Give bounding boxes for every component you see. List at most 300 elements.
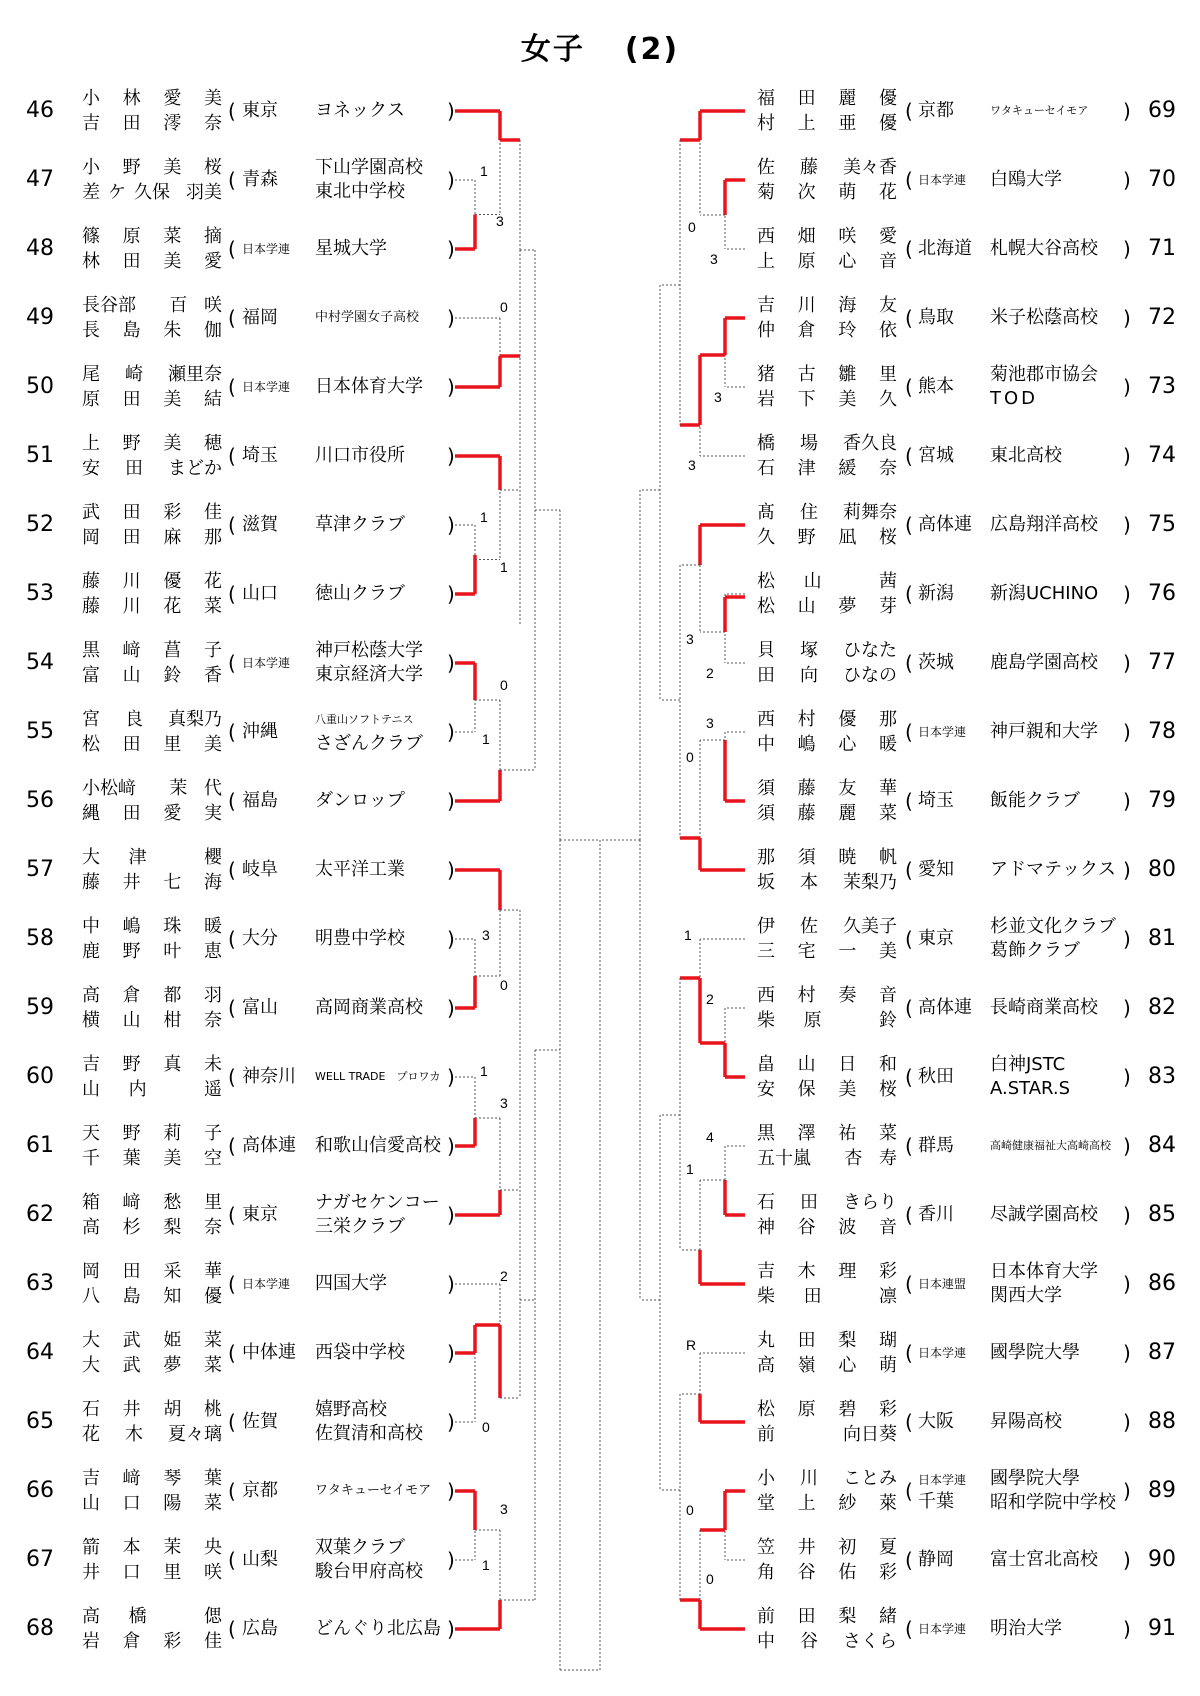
close-paren: )	[1123, 1203, 1131, 1227]
close-paren: )	[1123, 1479, 1131, 1503]
name-char: 本	[122, 1537, 141, 1558]
name-char: 坂	[757, 872, 775, 893]
name-char: 岩	[757, 389, 775, 410]
score-label: 4	[706, 1129, 714, 1145]
seed-number: 84	[1148, 1133, 1176, 1158]
name-char: 胡	[163, 1399, 182, 1420]
name-char: 川	[122, 571, 141, 592]
seed-number: 91	[1148, 1616, 1176, 1641]
name-char: 岡	[82, 527, 100, 548]
name-char: 夢	[163, 1355, 182, 1376]
seed-number: 77	[1148, 650, 1176, 675]
score-label: 2	[706, 991, 714, 1007]
name-char: 田	[800, 1192, 818, 1213]
name-char: 松	[757, 571, 775, 592]
name-char: 西	[757, 226, 775, 247]
club-name: 鹿島学園高校	[990, 652, 1098, 673]
entry-72	[0, 288, 1200, 348]
name-char: 美	[163, 389, 182, 410]
player-names	[757, 1397, 897, 1447]
seed-number: 69	[1148, 98, 1176, 123]
name-char: 初	[838, 1537, 857, 1558]
player-2	[757, 387, 897, 412]
name-char: 田	[122, 527, 141, 548]
club-name: さざんクラブ	[315, 733, 423, 754]
name-char: 内	[128, 1079, 147, 1100]
close-paren: )	[1123, 996, 1131, 1020]
score-label: 3	[710, 251, 718, 267]
name-char: ケ	[108, 182, 126, 203]
entry-77	[0, 633, 1200, 693]
name-char: 葉	[122, 1148, 141, 1169]
score-label: 3	[482, 927, 490, 943]
open-paren: (	[905, 1617, 913, 1641]
close-paren: )	[447, 858, 455, 882]
player-names	[757, 983, 897, 1033]
player-names	[757, 914, 897, 964]
club-names	[990, 1047, 1070, 1107]
seed-number: 52	[26, 512, 54, 537]
name-char: 里	[878, 364, 897, 385]
close-paren: )	[447, 444, 455, 468]
name-char: 花	[163, 596, 182, 617]
name-char: 麗	[838, 803, 857, 824]
score-label: 3	[688, 457, 696, 473]
seed-number: 61	[26, 1133, 54, 1158]
seed-number: 60	[26, 1064, 54, 1089]
name-char: 美	[163, 433, 182, 454]
prefecture: 富山	[242, 997, 278, 1018]
name-char: 武	[122, 1330, 141, 1351]
prefecture-line: 日本学連	[918, 1473, 967, 1487]
player-1	[757, 914, 897, 939]
name-char: 木	[125, 1424, 143, 1445]
prefecture: 東京	[918, 928, 954, 949]
prefecture: 佐賀	[242, 1411, 278, 1432]
name-char: 日	[838, 1054, 857, 1075]
close-paren: )	[1123, 1272, 1131, 1296]
club-name: ワタキューセイモア	[990, 104, 1089, 117]
player-2	[757, 318, 897, 343]
score-label: 0	[688, 219, 696, 235]
entry-78	[0, 702, 1200, 762]
name-char: 小	[82, 88, 100, 109]
player-2	[757, 1422, 897, 1447]
name-char: 笠	[757, 1537, 775, 1558]
name-char: 菜	[203, 1330, 222, 1351]
prefecture: 高体連	[242, 1135, 296, 1156]
name-char: 羽	[203, 985, 222, 1006]
name-char: 黒	[82, 640, 100, 661]
name-char: 夢	[838, 596, 857, 617]
club-name: 神戸松蔭大学	[315, 640, 423, 661]
entry-83	[0, 1047, 1200, 1107]
name-char: 柴	[757, 1286, 775, 1307]
name-char: 畑	[797, 226, 816, 247]
score-label: 1	[480, 509, 488, 525]
club-name: 白鴎大学	[990, 169, 1062, 190]
prefecture: 日本学連	[918, 725, 967, 739]
name-char: 野	[797, 527, 816, 548]
name-char: 前	[757, 1606, 775, 1627]
player-2	[757, 1491, 897, 1516]
name-char: 美	[203, 734, 222, 755]
name-char: 摘	[203, 226, 222, 247]
close-paren: )	[447, 1341, 455, 1365]
name-char: 須	[757, 803, 775, 824]
club-name: ダンロップ	[315, 790, 405, 811]
score-label: 3	[500, 1095, 508, 1111]
name-char: 下	[797, 389, 816, 410]
name-char: さくら	[843, 1631, 897, 1652]
club-name: 双葉クラブ	[315, 1537, 405, 1558]
name-char: 岡	[82, 1261, 100, 1282]
score-label: R	[686, 1337, 697, 1353]
name-char: 海	[838, 295, 857, 316]
club-name: どんぐり北広島	[315, 1618, 441, 1639]
name-char: 華	[878, 778, 897, 799]
name-char: 住	[800, 502, 818, 523]
name-char: 前	[757, 1424, 775, 1445]
name-char: 桜	[203, 157, 222, 178]
name-char: 美々香	[843, 157, 897, 178]
name-char: 野	[122, 941, 141, 962]
name-char: 采	[163, 1261, 182, 1282]
prefecture: 東京	[242, 100, 278, 121]
club-names	[990, 1530, 1098, 1590]
name-char: ことみ	[843, 1468, 897, 1489]
name-char: 畠	[757, 1054, 775, 1075]
name-char: 林	[122, 88, 141, 109]
prefecture: 日本学連	[918, 1346, 967, 1360]
club-name: 佐賀清和高校	[315, 1423, 423, 1444]
name-char: 谷	[797, 1217, 816, 1238]
club-name: 四国大学	[315, 1273, 387, 1294]
open-paren: (	[905, 1065, 913, 1089]
name-char: 羽美	[186, 182, 222, 203]
name-char: 田	[122, 113, 141, 134]
entry-79	[0, 771, 1200, 831]
name-char: 麗	[838, 88, 857, 109]
name-char: 原	[797, 1399, 816, 1420]
player-1	[757, 569, 897, 594]
prefecture: 群馬	[918, 1135, 954, 1156]
seed-number: 66	[26, 1478, 54, 1503]
close-paren: )	[447, 306, 455, 330]
name-char: 八	[82, 1286, 100, 1307]
prefecture: 高体連	[918, 997, 972, 1018]
name-char: 倉	[122, 1631, 141, 1652]
player-1	[757, 155, 897, 180]
score-label: 1	[480, 163, 488, 179]
name-char: 野	[122, 1123, 141, 1144]
name-char: 梨	[838, 1330, 857, 1351]
score-label: 0	[482, 1419, 490, 1435]
name-char: 櫻	[203, 847, 222, 868]
name-char: 暁	[838, 847, 857, 868]
name-char: 優	[838, 709, 857, 730]
seed-number: 47	[26, 167, 54, 192]
player-1	[757, 362, 897, 387]
prefecture: 茨城	[918, 652, 954, 673]
club-name: 東北中学校	[315, 181, 405, 202]
player-2	[757, 1284, 897, 1309]
player-names	[757, 1466, 897, 1516]
name-char: 菖	[163, 640, 182, 661]
name-char: 橋	[757, 433, 775, 454]
name-char: 小	[82, 157, 100, 178]
seed-number: 76	[1148, 581, 1176, 606]
name-char: 祐	[838, 1123, 857, 1144]
seed-number: 59	[26, 995, 54, 1020]
entry-82	[0, 978, 1200, 1038]
close-paren: )	[1123, 858, 1131, 882]
open-paren: (	[228, 789, 236, 813]
name-char: 凛	[878, 1286, 897, 1307]
seed-number: 82	[1148, 995, 1176, 1020]
name-char: 梨	[838, 1606, 857, 1627]
prefecture: 埼玉	[242, 445, 278, 466]
player-names	[757, 1535, 897, 1585]
name-char: 津	[128, 847, 147, 868]
close-paren: )	[1123, 99, 1131, 123]
name-char: 橋	[128, 1606, 147, 1627]
club-name: A.STAR.S	[990, 1078, 1071, 1099]
seed-number: 90	[1148, 1547, 1176, 1572]
name-char: 角	[757, 1562, 775, 1583]
seed-number: 70	[1148, 167, 1176, 192]
close-paren: )	[447, 1134, 455, 1158]
club-name: 三栄クラブ	[315, 1216, 405, 1237]
player-1	[757, 1466, 897, 1491]
score-label: 0	[500, 977, 508, 993]
name-char: 真梨乃	[168, 709, 222, 730]
name-char: 五十嵐	[757, 1148, 811, 1169]
prefecture: 静岡	[918, 1549, 954, 1570]
club-name: 駿台甲府高校	[315, 1561, 423, 1582]
seed-number: 53	[26, 581, 54, 606]
name-char: 茉	[169, 778, 188, 799]
club-names	[990, 288, 1098, 348]
name-char: 高	[82, 1217, 100, 1238]
name-char: 宅	[797, 941, 816, 962]
name-char: 菜	[878, 1123, 897, 1144]
club-name: 関西大学	[990, 1285, 1062, 1306]
open-paren: (	[228, 927, 236, 951]
club-name: 飯能クラブ	[990, 790, 1080, 811]
name-char: 桜	[878, 527, 897, 548]
score-label: 1	[686, 1161, 694, 1177]
name-char: 萌	[878, 1355, 897, 1376]
prefecture: 福島	[242, 790, 278, 811]
score-label: 0	[500, 299, 508, 315]
player-names	[757, 1328, 897, 1378]
name-char: 村	[797, 985, 816, 1006]
club-name: 昇陽高校	[990, 1411, 1062, 1432]
close-paren: )	[1123, 444, 1131, 468]
player-1	[757, 638, 897, 663]
score-label: 0	[686, 1502, 694, 1518]
name-char: 中	[757, 734, 775, 755]
name-char: 横	[82, 1010, 100, 1031]
name-char: 実	[203, 803, 222, 824]
close-paren: )	[447, 1479, 455, 1503]
open-paren: (	[905, 582, 913, 606]
seed-number: 78	[1148, 719, 1176, 744]
club-names	[990, 840, 1116, 900]
player-1	[757, 707, 897, 732]
name-char: 川	[800, 1468, 818, 1489]
name-char: 空	[203, 1148, 222, 1169]
seed-number: 71	[1148, 236, 1176, 261]
name-char: 原	[797, 251, 816, 272]
prefecture: 日本学連	[242, 242, 291, 256]
entry-85	[0, 1185, 1200, 1245]
close-paren: )	[447, 237, 455, 261]
score-label: 2	[706, 665, 714, 681]
player-names	[757, 776, 897, 826]
name-char: 﨑	[122, 1192, 141, 1213]
player-1	[757, 500, 897, 525]
name-char: 恵	[203, 941, 222, 962]
open-paren: (	[228, 1134, 236, 1158]
name-char: 富	[82, 665, 100, 686]
name-char: 瀬里奈	[168, 364, 222, 385]
prefecture: 日本連盟	[918, 1277, 967, 1291]
player-names	[757, 155, 897, 205]
close-paren: )	[1123, 1134, 1131, 1158]
name-char: 香久良	[843, 433, 897, 454]
name-char: 向	[800, 665, 818, 686]
name-char: 上	[82, 433, 100, 454]
club-name: 和歌山信愛高校	[315, 1135, 441, 1156]
name-char: 優	[878, 113, 897, 134]
name-char: 貝	[757, 640, 775, 661]
seed-number: 65	[26, 1409, 54, 1434]
score-label: 0	[706, 1571, 714, 1587]
player-2	[757, 801, 897, 826]
club-name: 米子松蔭高校	[990, 307, 1098, 328]
name-char: 田	[125, 458, 143, 479]
prefecture: 高体連	[918, 514, 972, 535]
name-char: 美	[163, 1148, 182, 1169]
club-name: アドマテックス	[990, 859, 1116, 880]
name-char: 篠	[82, 226, 100, 247]
player-names	[757, 224, 897, 274]
open-paren: (	[905, 651, 913, 675]
player-1	[757, 1259, 897, 1284]
name-char: 玲	[838, 320, 857, 341]
player-1	[757, 983, 897, 1008]
name-char: 上	[757, 251, 775, 272]
name-char: 村	[757, 113, 775, 134]
prefecture: 京都	[242, 1480, 278, 1501]
name-char: 田	[797, 88, 816, 109]
prefecture: 愛知	[918, 859, 954, 880]
club-name: 星城大学	[315, 238, 387, 259]
player-1	[757, 1397, 897, 1422]
name-char: 彩	[878, 1261, 897, 1282]
score-label: 1	[482, 731, 490, 747]
close-paren: )	[447, 651, 455, 675]
name-char: 田	[122, 1261, 141, 1282]
name-char: 菜	[163, 226, 182, 247]
club-name: 菊池郡市協会	[990, 364, 1098, 385]
player-2	[757, 525, 897, 550]
seed-number: 62	[26, 1202, 54, 1227]
seed-number: 51	[26, 443, 54, 468]
name-char: 口	[122, 1493, 141, 1514]
player-names	[757, 1190, 897, 1240]
open-paren: (	[228, 1617, 236, 1641]
name-char: 久	[878, 389, 897, 410]
name-char: 井	[82, 1562, 100, 1583]
close-paren: )	[447, 1410, 455, 1434]
seed-number: 55	[26, 719, 54, 744]
player-1	[757, 1052, 897, 1077]
open-paren: (	[905, 513, 913, 537]
name-char: 差	[82, 182, 100, 203]
name-char: 彩	[163, 502, 182, 523]
name-char: 嶺	[797, 1355, 816, 1376]
name-char: 山	[803, 571, 822, 592]
name-char: 子	[203, 1123, 222, 1144]
close-paren: )	[1123, 1548, 1131, 1572]
name-char: 黒	[757, 1123, 775, 1144]
player-2	[757, 456, 897, 481]
name-char: 葉	[203, 1468, 222, 1489]
open-paren: (	[228, 858, 236, 882]
name-char: 藤	[800, 157, 818, 178]
score-label: 3	[714, 389, 722, 405]
name-char: 美	[838, 389, 857, 410]
open-paren: (	[905, 1410, 913, 1434]
name-char: 杉	[122, 1217, 141, 1238]
player-2	[757, 870, 897, 895]
name-char: 箭	[82, 1537, 100, 1558]
name-char: 真	[163, 1054, 182, 1075]
seed-number: 85	[1148, 1202, 1176, 1227]
player-1	[757, 1121, 897, 1146]
club-name: 昭和学院中学校	[990, 1492, 1116, 1513]
prefecture: 沖縄	[242, 721, 278, 742]
name-char: 結	[203, 389, 222, 410]
club-names	[990, 426, 1062, 486]
open-paren: (	[905, 996, 913, 1020]
name-char: 田	[122, 389, 141, 410]
name-char: 桜	[878, 1079, 897, 1100]
name-char: 友	[838, 778, 857, 799]
score-label: 0	[500, 677, 508, 693]
name-char: 久美子	[843, 916, 897, 937]
close-paren: )	[447, 1617, 455, 1641]
name-char: 遥	[203, 1079, 222, 1100]
player-2	[757, 663, 897, 688]
name-char: 彩	[878, 1399, 897, 1420]
close-paren: )	[447, 996, 455, 1020]
close-paren: )	[1123, 1065, 1131, 1089]
seed-number: 57	[26, 857, 54, 882]
name-char: 松	[757, 1399, 775, 1420]
club-name: 川口市役所	[315, 445, 405, 466]
name-char: 神	[757, 1217, 775, 1238]
open-paren: (	[228, 1341, 236, 1365]
club-name: 神戸親和大学	[990, 721, 1098, 742]
name-char: 未	[203, 1054, 222, 1075]
name-char: 亜	[838, 113, 857, 134]
name-char: 萊	[878, 1493, 897, 1514]
name-char: 彩	[163, 1631, 182, 1652]
